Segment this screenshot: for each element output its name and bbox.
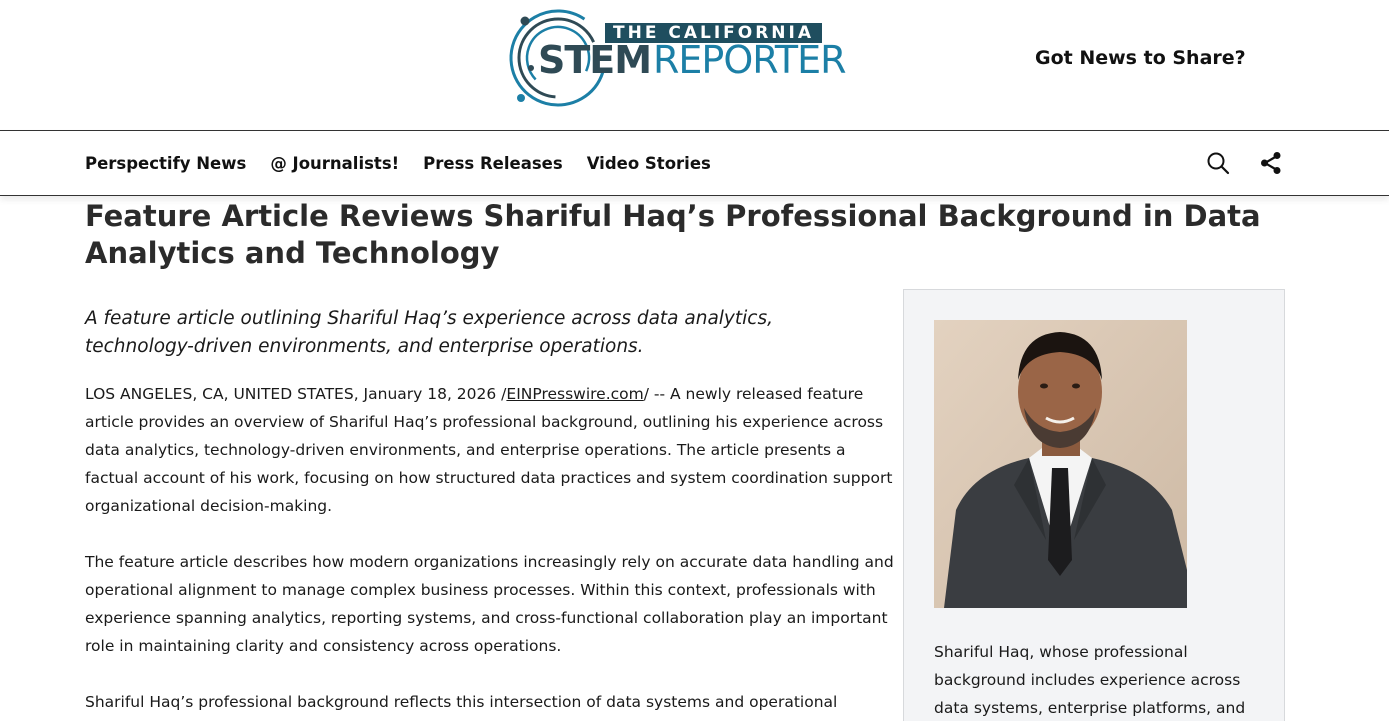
photo-sidebar [903,289,1285,721]
article-paragraph [85,380,895,520]
author-photo[interactable] [934,320,1187,608]
article-body [85,380,895,721]
nav-item-press-releases[interactable]: Press Releases [423,153,563,173]
main-nav [0,130,1389,196]
logo-reporter-text: REPORTER [653,38,846,82]
nav-item-video-stories[interactable]: Video Stories [586,153,711,173]
logo-stem-text: STEM [538,38,652,82]
dateline: LOS ANGELES, CA, UNITED STATES, January 18, 2026 / [85,385,507,403]
article-subtitle: A feature article outlining Shariful Haq’s experience across data analytics, technology-driven environments, and enterprise operations. [85,308,773,357]
article-paragraph: The feature article describes how modern organizations increasingly rely on accurate data handling and operational alignment to manage complex business processes. Within this context, professionals with experience spanning analytics, reporting systems, and cross-functional collaboration play an important role in maintaining clarity and consistency across operations. [85,553,894,655]
nav-item-journalists[interactable]: @ Journalists! [270,153,400,173]
logo-tagline: THE CALIFORNIA [605,23,822,43]
photo-caption: Shariful Haq, whose professional background includes experience across data systems, enterprise platforms, and [934,643,1246,717]
nav-item-perspectify-news[interactable]: Perspectify News [85,153,247,173]
source-link[interactable]: EINPresswire.com [506,385,644,403]
site-logo[interactable] [508,8,868,108]
article-paragraph: Shariful Haq’s professional background reflects this intersection of data systems and operational [85,693,838,711]
nav-list [85,131,735,195]
search-icon[interactable] [1206,151,1230,175]
share-icon[interactable] [1259,151,1283,175]
article-headline: Feature Article Reviews Shariful Haq’s Professional Background in Data Analytics and Technology [85,199,1261,270]
site-header [0,0,1389,131]
got-news-link[interactable]: Got News to Share? [1035,47,1246,69]
paragraph-text: / -- A newly released feature article provides an overview of Shariful Haq’s professional background, outlining his experience across data analytics, technology-driven environments, and enterprise operations. The article presents a factual account of his work, focusing on how structured data practices and system coordination support organizational decision-making. [85,385,893,515]
